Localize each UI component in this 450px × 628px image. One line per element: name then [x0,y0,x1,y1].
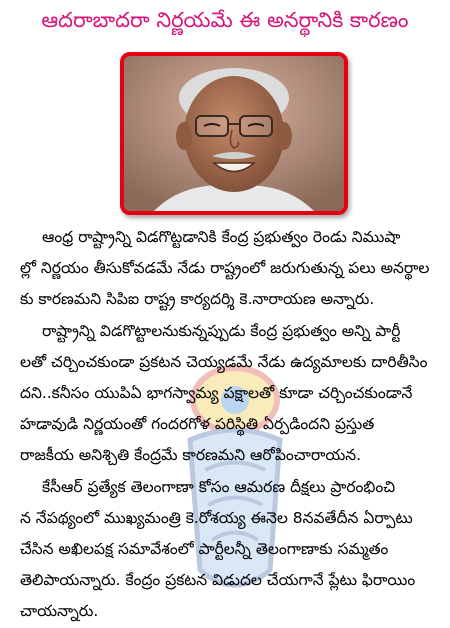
headline: ఆదరాబాదరా నిర్ణయమే ఈ అనర్థానికి కారణం [41,8,409,32]
paragraph-line: కు కారణమని సిపిఐ రాష్ట్ర కార్యదర్శి కె.నారాయణ అన్నారు. [20,290,375,309]
paragraph-line: రాష్ట్రాన్ని విడగొట్టాలనుకున్నప్పుడు కేంద్ర ప్రభుత్వం అన్ని పార్టీ [42,321,401,340]
paragraph [20,316,436,472]
portrait-photo-icon [124,56,344,211]
paragraph-line: చేసిన అఖిలపక్ష సమావేశంలో పార్టీలన్నీ తెలంగాణాకు సమ్మతం [20,540,389,559]
paragraph-line: కేసీఆర్ ప్రత్యేక తెలంగాణా కోసం ఆమరణ దీక్షలు ప్రారంభించి [42,477,396,496]
paragraph [20,222,436,316]
paragraph-line: చాయన్నారు. [20,602,99,621]
paragraph-line: తెలిపాయన్నారు. కేంద్రం ప్రకటన విడుదల చేయగానే ప్లేటు ఫిరాయిం [20,571,416,590]
paragraph-line: దని..కనీసం యుపిఏ భాగస్వామ్య పక్షాలతో కూడా చర్చించకుండానే [20,384,413,403]
paragraph-line: ల్లో నిర్ణయం తీసుకోవడమే నేడు రాష్ట్రంలో జరుగుతున్న పలు అనర్థాల [20,259,430,278]
paragraph-line: రాజకీయ అనిశ్చితి కేంద్రమే కారణమని ఆరోపించారాయన. [20,446,362,465]
portrait-photo [120,52,348,215]
paragraph [20,472,436,628]
paragraph-line: హడావుడి నిర్ణయంతో గందరగోళ పరిస్థితి ఏర్పడిందని ప్రస్తుత [20,415,375,434]
paragraph-line: ఆంధ్ర రాష్ట్రాన్ని విడగొట్టడానికి కేంద్ర ప్రభుత్వం రెండు నిముషా [42,228,401,246]
article-body [20,222,436,628]
paragraph-line: లతో చర్చించకుండా ప్రకటన చెయ్యడమే నేడు ఉద్యమాలకు దారితీసిం [20,352,428,371]
paragraph-line: న నేపథ్యంలో ముఖ్యమంత్రి కె.రోశయ్య ఈనెల 8నవతేదీన ఏర్పాటు [20,508,413,527]
